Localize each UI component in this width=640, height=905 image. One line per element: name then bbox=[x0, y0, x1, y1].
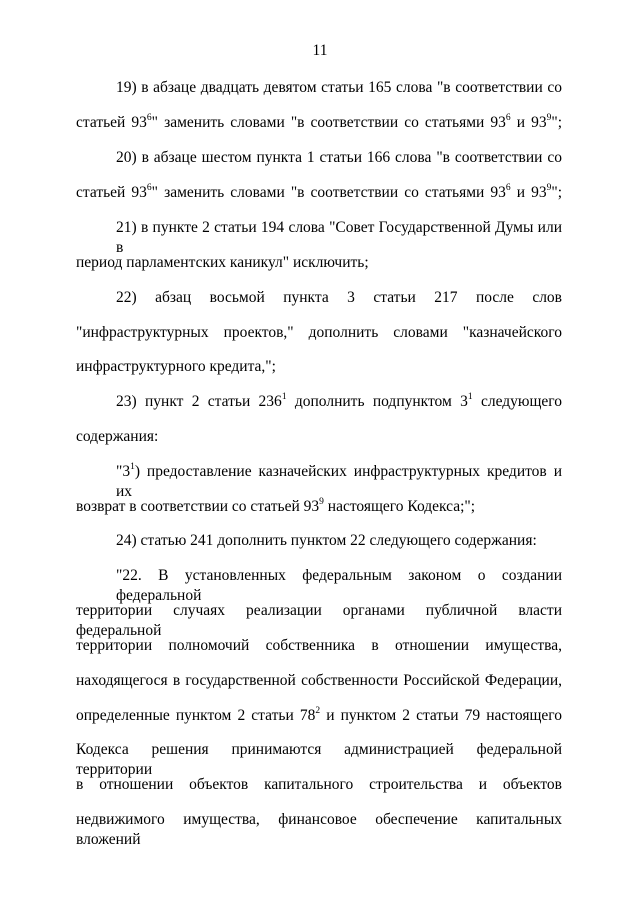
text-line: 19) в абзаце двадцать девятом статьи 165 слова "в соответствии со bbox=[116, 79, 562, 96]
text-line: период парламентских каникул" исключить; bbox=[76, 254, 369, 271]
page-number: 11 bbox=[312, 42, 328, 59]
text-line: Кодекса решения принимаются администрацией федеральной территории bbox=[76, 741, 562, 778]
text-line: территории полномочий собственника в отношении имущества, bbox=[76, 637, 562, 654]
text-line: "$3^1$) предоставление казначейских инфраструктурных кредитов и их bbox=[116, 461, 562, 500]
text-line: 22) абзац восьмой пункта 3 статьи 217 после слов bbox=[116, 289, 562, 306]
text-line: в отношении объектов капитального строительства и объектов bbox=[76, 776, 562, 793]
text-line: статьей $93^6$" заменить словами "в соответствии со статьями $93^6$ и $93^9$"; bbox=[76, 112, 563, 131]
text-line: 21) в пункте 2 статьи 194 слова "Совет Государственной Думы или в bbox=[116, 219, 562, 256]
text-line: "22. В установленных федеральным законом о создании федеральной bbox=[116, 567, 562, 604]
text-line: инфраструктурного кредита,"; bbox=[76, 358, 276, 375]
text-line: 20) в абзаце шестом пункта 1 статьи 166 слова "в соответствии со bbox=[116, 149, 562, 166]
text-line: 23) пункт 2 статьи $236^1$ дополнить подпунктом $3^1$ следующего bbox=[116, 391, 562, 410]
text-line: определенные пунктом 2 статьи $78^2$ и пунктом 2 статьи 79 настоящего bbox=[76, 705, 562, 724]
text-line: содержания: bbox=[76, 428, 159, 445]
text-line: возврат в соответствии со статьей $93^9$ настоящего Кодекса;"; bbox=[76, 496, 476, 515]
text-line: "инфраструктурных проектов," дополнить словами "казначейского bbox=[76, 324, 562, 341]
text-line: 24) статью 241 дополнить пунктом 22 следующего содержания: bbox=[116, 532, 537, 549]
text-line: находящегося в государственной собственности Российской Федерации, bbox=[76, 672, 562, 689]
text-line: территории случаях реализации органами публичной власти федеральной bbox=[76, 602, 562, 639]
text-line: недвижимого имущества, финансовое обеспечение капитальных вложений bbox=[76, 811, 562, 848]
text-line: статьей $93^6$" заменить словами "в соответствии со статьями $93^6$ и $93^9$"; bbox=[76, 182, 563, 201]
